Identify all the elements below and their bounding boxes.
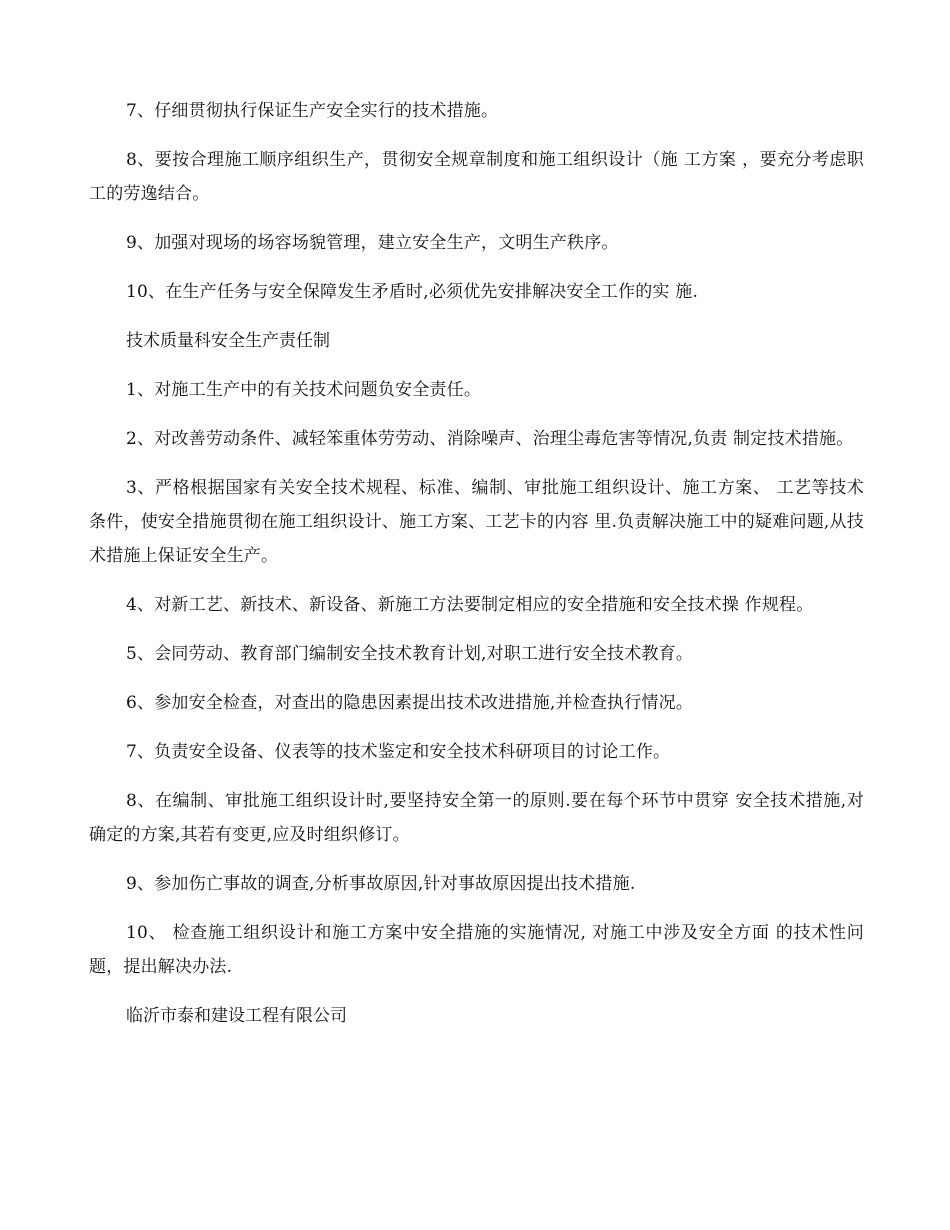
responsibility-item-8: 8、在编制、审批施工组织设计时,要坚持安全第一的原则.要在每个环节中贯穿 安全技术措施,对确定的方案,其若有变更,应及时组织修订。 <box>89 791 864 845</box>
paragraph-item-10: 10、在生产任务与安全保障发生矛盾时,必须优先安排解决安全工作的实 施. <box>126 282 699 302</box>
paragraph-item-8: 8、要按合理施工顺序组织生产，贯彻安全规章制度和施工组织设计（施 工方案 ，要充分考虑职工的劳逸结合。 <box>89 150 864 204</box>
responsibility-item-5: 5、会同劳动、教育部门编制安全技术教育计划,对职工进行安全技术教育。 <box>126 644 694 664</box>
responsibility-item-9: 9、参加伤亡事故的调查,分析事故原因,针对事故原因提出技术措施. <box>126 874 636 894</box>
responsibility-item-3: 3、严格根据国家有关安全技术规程、标准、编制、审批施工组织设计、施工方案、 工艺等技术条件，使安全措施贯彻在施工组织设计、施工方案、工艺卡的内容 里.负责解决施工中的疑难问题,从技术措施上保证安全生产。 <box>89 478 864 566</box>
paragraph-item-9: 9、加强对现场的场容场貌管理，建立安全生产，文明生产秩序。 <box>126 233 619 253</box>
document-body <box>89 94 864 1033</box>
responsibility-item-7: 7、负责安全设备、仪表等的技术鉴定和安全技术科研项目的讨论工作。 <box>126 742 671 762</box>
responsibility-item-10: 10、 检查施工组织设计和施工方案中安全措施的实施情况, 对施工中涉及安全方面 的技术性问题，提出解决办法. <box>89 923 864 977</box>
responsibility-item-6: 6、参加安全检查，对查出的隐患因素提出技术改进措施,并检查执行情况。 <box>126 693 694 713</box>
paragraph-item-7: 7、仔细贯彻执行保证生产安全实行的技术措施。 <box>126 101 499 121</box>
responsibility-item-4: 4、对新工艺、新技术、新设备、新施工方法要制定相应的安全措施和安全技术操 作规程。 <box>126 595 814 615</box>
section-heading: 技术质量科安全生产责任制 <box>126 331 330 351</box>
company-name: 临沂市泰和建设工程有限公司 <box>126 1006 347 1026</box>
responsibility-item-2: 2、对改善劳动条件、减轻笨重体劳劳动、消除噪声、治理尘毒危害等情况,负责 制定技术措施。 <box>126 429 854 449</box>
responsibility-item-1: 1、对施工生产中的有关技术问题负安全责任。 <box>126 380 482 400</box>
